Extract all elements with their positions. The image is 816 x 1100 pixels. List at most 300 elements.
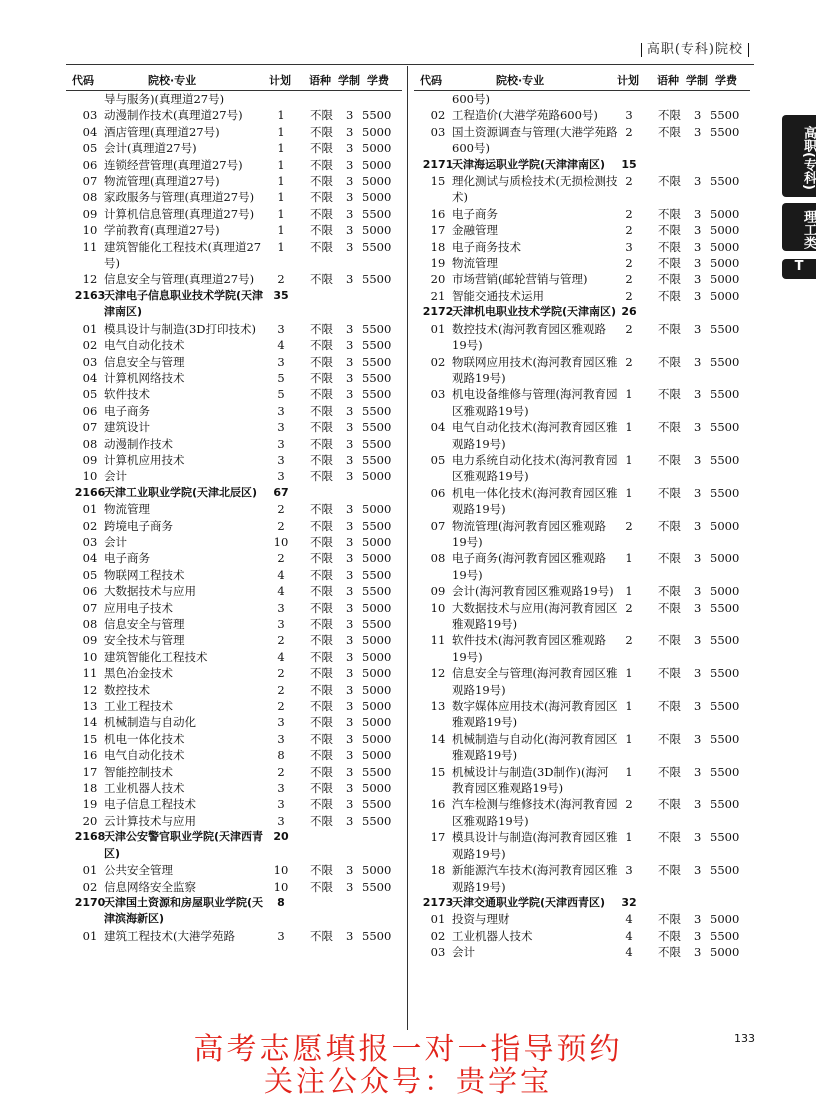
plan-count: 2 xyxy=(277,666,285,681)
language: 不限 xyxy=(658,699,681,714)
years: 3 xyxy=(694,666,702,681)
language: 不限 xyxy=(658,518,681,533)
language: 不限 xyxy=(310,321,333,336)
table-row xyxy=(66,665,402,681)
years: 3 xyxy=(346,157,354,172)
plan-count: 1 xyxy=(277,141,285,156)
table-row xyxy=(414,222,750,238)
table-row xyxy=(414,107,750,123)
language: 不限 xyxy=(310,567,333,582)
major-code: 05 xyxy=(82,141,98,156)
years: 3 xyxy=(694,945,702,960)
major-name: 计算机网络技术 xyxy=(104,370,185,385)
major-code: 16 xyxy=(430,797,446,812)
table-row xyxy=(414,731,750,764)
major-code: 20 xyxy=(82,813,98,828)
language: 不限 xyxy=(658,206,681,221)
plan-count: 15 xyxy=(621,157,637,171)
plan-count: 1 xyxy=(277,108,285,123)
major-code: 01 xyxy=(82,502,98,517)
major-name: 物联网工程技术 xyxy=(104,567,185,582)
major-name: 模具设计与制造(海河教育园区雅观路19号) xyxy=(452,830,618,861)
table-row xyxy=(414,600,750,633)
language: 不限 xyxy=(658,633,681,648)
header-rule xyxy=(66,64,754,65)
years: 3 xyxy=(346,206,354,221)
major-code: 02 xyxy=(82,338,98,353)
table-row xyxy=(66,600,402,616)
years: 3 xyxy=(346,420,354,435)
tuition-fee: 5000 xyxy=(710,551,740,566)
major-code: 18 xyxy=(430,239,446,254)
major-name: 数字媒体应用技术(海河教育园区雅观路19号) xyxy=(452,699,618,730)
language: 不限 xyxy=(658,912,681,927)
years: 3 xyxy=(694,420,702,435)
major-code: 15 xyxy=(430,174,446,189)
tuition-fee: 5000 xyxy=(710,945,740,960)
language: 不限 xyxy=(658,321,681,336)
plan-count: 1 xyxy=(277,190,285,205)
major-code: 05 xyxy=(82,567,98,582)
language: 不限 xyxy=(310,108,333,123)
major-code: 11 xyxy=(82,239,98,254)
language: 不限 xyxy=(310,584,333,599)
major-name: 国土资源调查与管理(大港学苑路600号) xyxy=(452,124,618,156)
plan-count: 10 xyxy=(273,534,289,549)
major-code: 10 xyxy=(82,223,98,238)
major-code: 12 xyxy=(82,272,98,287)
tuition-fee: 5000 xyxy=(362,124,392,139)
table-row xyxy=(66,452,402,468)
major-code: 04 xyxy=(82,370,98,385)
major-name: 工业工程技术 xyxy=(104,699,173,714)
plan-count: 1 xyxy=(625,551,633,566)
plan-count: 1 xyxy=(277,174,285,189)
school-name: 天津国土资源和房屋职业学院(天津滨海新区) xyxy=(104,895,264,926)
language: 不限 xyxy=(658,124,681,139)
tuition-fee: 5500 xyxy=(362,387,392,402)
plan-count: 1 xyxy=(277,239,285,254)
years: 3 xyxy=(694,223,702,238)
tuition-fee: 5500 xyxy=(362,764,392,779)
table-row xyxy=(66,731,402,747)
tab-vocational[interactable]: 高职(专科) xyxy=(782,115,816,197)
tuition-fee: 5000 xyxy=(362,666,392,681)
table-row xyxy=(66,649,402,665)
major-code: 08 xyxy=(82,617,98,631)
major-name: 应用电子技术 xyxy=(104,600,173,615)
table-row xyxy=(66,206,402,222)
major-code: 16 xyxy=(430,206,446,221)
plan-count: 3 xyxy=(277,321,285,336)
major-name: 智能控制技术 xyxy=(104,764,173,779)
tuition-fee: 5500 xyxy=(362,617,392,631)
major-code: 01 xyxy=(82,863,98,878)
years: 3 xyxy=(694,174,702,189)
plan-count: 3 xyxy=(277,436,285,451)
years: 3 xyxy=(694,124,702,139)
language: 不限 xyxy=(310,813,333,828)
tuition-fee: 5000 xyxy=(710,584,740,599)
language: 不限 xyxy=(658,452,681,467)
table-row xyxy=(66,189,402,205)
school-name: 天津海运职业学院(天津津南区) xyxy=(452,157,606,171)
language: 不限 xyxy=(310,797,333,812)
major-code: 06 xyxy=(82,403,98,418)
years: 3 xyxy=(346,190,354,205)
school-row xyxy=(414,304,750,320)
years: 3 xyxy=(346,928,354,943)
table-row xyxy=(66,173,402,189)
tuition-fee: 5500 xyxy=(710,731,740,746)
major-name: 家政服务与管理(真理道27号) xyxy=(104,190,255,205)
plan-count: 2 xyxy=(625,288,633,303)
major-name: 会计(真理道27号) xyxy=(104,141,197,156)
table-row xyxy=(414,764,750,797)
plan-count: 3 xyxy=(277,715,285,730)
tuition-fee: 5500 xyxy=(362,584,392,599)
table-row xyxy=(414,550,750,583)
years: 3 xyxy=(346,272,354,287)
major-code: 06 xyxy=(82,584,98,599)
major-name: 信息安全与管理(海河教育园区雅观路19号) xyxy=(452,666,618,697)
years: 3 xyxy=(694,764,702,779)
major-name: 建筑工程技术(大港学苑路 xyxy=(104,928,235,943)
language: 不限 xyxy=(310,387,333,402)
years: 3 xyxy=(694,354,702,369)
language: 不限 xyxy=(310,174,333,189)
language: 不限 xyxy=(310,764,333,779)
major-name: 智能交通技术运用 xyxy=(452,288,544,303)
years: 3 xyxy=(346,338,354,353)
tuition-fee: 5000 xyxy=(362,190,392,205)
plan-count: 4 xyxy=(277,584,285,599)
tuition-fee: 5000 xyxy=(362,174,392,189)
table-row xyxy=(66,140,402,156)
tuition-fee: 5000 xyxy=(710,912,740,927)
language: 不限 xyxy=(310,157,333,172)
major-name: 建筑智能化工程技术(真理道27号) xyxy=(104,239,262,271)
page-header xyxy=(636,38,754,57)
table-row xyxy=(414,928,750,944)
major-name: 汽车检测与维修技术(海河教育园区雅观路19号) xyxy=(452,797,618,828)
plan-count: 1 xyxy=(625,731,633,746)
header-years: 学制 xyxy=(686,74,708,87)
table-row xyxy=(414,698,750,731)
table-row xyxy=(66,370,402,386)
tuition-fee: 5500 xyxy=(362,797,392,812)
tab-t[interactable]: T xyxy=(782,259,816,279)
language: 不限 xyxy=(310,223,333,238)
major-name: 物联网应用技术(海河教育园区雅观路19号) xyxy=(452,354,618,385)
major-code: 04 xyxy=(82,551,98,566)
table-row xyxy=(66,107,402,123)
major-name: 电子商务 xyxy=(104,403,150,418)
major-code: 11 xyxy=(430,633,446,648)
language: 不限 xyxy=(310,420,333,435)
header-lang: 语种 xyxy=(657,74,679,87)
major-code: 03 xyxy=(430,124,446,139)
major-name: 机械设计与制造(3D制作)(海河教育园区雅观路19号) xyxy=(452,764,609,796)
major-code: 03 xyxy=(430,945,446,960)
major-name: 黑色冶金技术 xyxy=(104,666,173,681)
years: 3 xyxy=(694,600,702,615)
plan-count: 4 xyxy=(277,567,285,582)
years: 3 xyxy=(346,141,354,156)
major-code: 12 xyxy=(82,682,98,697)
major-code: 17 xyxy=(430,830,446,845)
major-name: 软件技术(海河教育园区雅观路19号) xyxy=(452,633,606,664)
tuition-fee: 5500 xyxy=(710,420,740,435)
language: 不限 xyxy=(310,338,333,353)
table-row xyxy=(414,485,750,518)
tab-science[interactable]: 理工类 xyxy=(782,203,816,251)
table-header-left xyxy=(66,66,402,91)
table-row xyxy=(66,337,402,353)
major-code: 19 xyxy=(82,797,98,812)
plan-count: 5 xyxy=(277,387,285,402)
language: 不限 xyxy=(658,731,681,746)
major-name: 动漫制作技术(真理道27号) xyxy=(104,108,243,123)
tuition-fee: 5500 xyxy=(362,452,392,467)
plan-count: 3 xyxy=(277,617,285,631)
years: 3 xyxy=(346,781,354,796)
years: 3 xyxy=(346,469,354,484)
plan-count: 1 xyxy=(277,124,285,139)
major-code: 09 xyxy=(82,633,98,648)
plan-count: 3 xyxy=(625,108,633,123)
major-code: 14 xyxy=(430,731,446,746)
major-code: 08 xyxy=(82,436,98,451)
major-code: 15 xyxy=(82,731,98,746)
years: 3 xyxy=(694,731,702,746)
plan-count: 2 xyxy=(277,502,285,517)
table-row xyxy=(66,222,402,238)
major-code: 17 xyxy=(82,764,98,779)
major-name: 学前教育(真理道27号) xyxy=(104,223,220,238)
plan-count: 2 xyxy=(277,551,285,566)
table-row xyxy=(66,632,402,648)
language: 不限 xyxy=(658,288,681,303)
plan-count: 3 xyxy=(625,863,633,878)
language: 不限 xyxy=(658,420,681,435)
major-name: 工业机器人技术 xyxy=(452,928,533,943)
plan-count: 2 xyxy=(625,124,633,139)
major-code: 06 xyxy=(430,485,446,500)
school-name: 天津机电职业技术学院(天津南区) xyxy=(452,305,617,319)
major-code: 09 xyxy=(82,452,98,467)
table-row xyxy=(414,862,750,895)
table-row xyxy=(414,632,750,665)
major-name: 信息安全与管理 xyxy=(104,617,185,631)
tuition-fee: 5000 xyxy=(710,223,740,238)
language: 不限 xyxy=(310,452,333,467)
years: 3 xyxy=(346,239,354,254)
language: 不限 xyxy=(658,239,681,254)
years: 3 xyxy=(346,354,354,369)
tuition-fee: 5000 xyxy=(362,731,392,746)
tuition-fee: 5500 xyxy=(362,239,392,254)
major-code: 01 xyxy=(82,321,98,336)
years: 3 xyxy=(346,797,354,812)
tuition-fee: 5000 xyxy=(362,781,392,796)
years: 3 xyxy=(346,108,354,123)
language: 不限 xyxy=(310,863,333,878)
table-row xyxy=(66,271,402,287)
major-code: 17 xyxy=(430,223,446,238)
major-name: 机电设备维修与管理(海河教育园区雅观路19号) xyxy=(452,387,618,418)
language: 不限 xyxy=(310,518,333,533)
major-name: 连锁经营管理(真理道27号) xyxy=(104,157,243,172)
major-code: 08 xyxy=(82,190,98,205)
plan-count: 8 xyxy=(277,748,285,763)
plan-count: 3 xyxy=(277,928,285,943)
plan-count: 2 xyxy=(625,223,633,238)
tuition-fee: 5500 xyxy=(362,108,392,123)
plan-count: 4 xyxy=(625,912,633,927)
tuition-fee: 5500 xyxy=(362,272,392,287)
plan-count: 4 xyxy=(625,928,633,943)
language: 不限 xyxy=(658,863,681,878)
language: 不限 xyxy=(658,551,681,566)
tuition-fee: 5500 xyxy=(710,830,740,845)
major-name: 跨境电子商务 xyxy=(104,518,173,533)
header-fee: 学费 xyxy=(367,74,389,87)
school-code: 2170 xyxy=(74,895,106,909)
tuition-fee: 5000 xyxy=(362,682,392,697)
years: 3 xyxy=(346,567,354,582)
school-row xyxy=(66,829,402,862)
school-name: 天津公安警官职业学院(天津西青区) xyxy=(104,830,264,860)
school-code: 2168 xyxy=(74,830,106,844)
plan-count: 2 xyxy=(625,600,633,615)
major-name: 电气自动化技术(海河教育园区雅观路19号) xyxy=(452,420,618,451)
language: 不限 xyxy=(658,354,681,369)
major-code: 01 xyxy=(430,321,446,336)
major-name: 信息安全与管理(真理道27号) xyxy=(104,272,255,287)
table-row xyxy=(414,452,750,485)
language: 不限 xyxy=(310,748,333,763)
major-code: 07 xyxy=(82,420,98,435)
major-name: 电力系统自动化技术(海河教育园区雅观路19号) xyxy=(452,452,618,484)
major-name: 会计 xyxy=(104,534,127,549)
school-name: 天津交通职业学院(天津西青区) xyxy=(452,895,606,909)
major-code: 10 xyxy=(82,649,98,664)
table-row xyxy=(414,911,750,927)
major-code: 02 xyxy=(82,879,98,894)
major-name: 大数据技术与应用(海河教育园区雅观路19号) xyxy=(452,600,618,631)
major-name: 信息网络安全监察 xyxy=(104,879,196,894)
plan-count: 1 xyxy=(625,485,633,500)
plan-count: 2 xyxy=(277,518,285,533)
years: 3 xyxy=(346,600,354,615)
header-plan: 计划 xyxy=(617,74,639,87)
table-row xyxy=(66,813,402,829)
school-code: 2163 xyxy=(74,288,106,302)
table-row xyxy=(66,764,402,780)
table-row xyxy=(66,354,402,370)
tuition-fee: 5500 xyxy=(362,206,392,221)
plan-count: 32 xyxy=(621,895,637,909)
tuition-fee: 5000 xyxy=(362,699,392,714)
plan-count: 3 xyxy=(625,239,633,254)
plan-count: 1 xyxy=(625,830,633,845)
major-code: 01 xyxy=(430,912,446,927)
major-code: 11 xyxy=(82,666,98,681)
major-code: 10 xyxy=(82,469,98,484)
tuition-fee: 5500 xyxy=(362,436,392,451)
major-name: 计算机信息管理(真理道27号) xyxy=(104,206,255,221)
years: 3 xyxy=(346,863,354,878)
years: 3 xyxy=(346,764,354,779)
school-code: 2166 xyxy=(74,485,106,499)
table-row xyxy=(66,321,402,337)
major-code: 05 xyxy=(430,452,446,467)
tuition-fee: 5000 xyxy=(710,239,740,254)
language: 不限 xyxy=(310,124,333,139)
years: 3 xyxy=(346,551,354,566)
table-row xyxy=(66,698,402,714)
table-row xyxy=(414,829,750,862)
table-row xyxy=(66,780,402,796)
plan-count: 1 xyxy=(625,699,633,714)
table-header-right xyxy=(414,66,750,91)
language: 不限 xyxy=(310,617,333,631)
school-name: 天津工业职业学院(天津北辰区) xyxy=(104,485,258,499)
major-code: 21 xyxy=(430,288,446,303)
major-name: 电子信息工程技术 xyxy=(104,797,196,812)
school-row xyxy=(414,157,750,173)
major-name: 电气自动化技术 xyxy=(104,338,185,353)
major-name: 新能源汽车技术(海河教育园区雅观路19号) xyxy=(452,863,618,894)
plan-count: 4 xyxy=(277,338,285,353)
major-code: 10 xyxy=(430,600,446,615)
years: 3 xyxy=(694,863,702,878)
language: 不限 xyxy=(310,502,333,517)
tuition-fee: 5000 xyxy=(362,863,392,878)
years: 3 xyxy=(346,223,354,238)
school-name: 天津电子信息职业技术学院(天津津南区) xyxy=(104,288,264,319)
school-row xyxy=(66,485,402,501)
major-code: 07 xyxy=(82,600,98,615)
table-row xyxy=(414,419,750,452)
tuition-fee: 5000 xyxy=(362,141,392,156)
years: 3 xyxy=(346,436,354,451)
tuition-fee: 5000 xyxy=(710,272,740,287)
years: 3 xyxy=(346,748,354,763)
years: 3 xyxy=(694,928,702,943)
header-school: 院校·专业 xyxy=(496,74,545,87)
table-row xyxy=(66,747,402,763)
language: 不限 xyxy=(658,584,681,599)
major-code: 19 xyxy=(430,256,446,271)
language: 不限 xyxy=(310,206,333,221)
tuition-fee: 5000 xyxy=(362,715,392,730)
tuition-fee: 5500 xyxy=(362,354,392,369)
major-code: 15 xyxy=(430,764,446,779)
table-row xyxy=(66,714,402,730)
table-row xyxy=(66,518,402,534)
major-code: 02 xyxy=(82,518,98,533)
years: 3 xyxy=(694,239,702,254)
table-row xyxy=(66,583,402,599)
plan-count: 26 xyxy=(621,305,637,319)
major-name: 理化测试与质检技术(无损检测技术) xyxy=(452,174,618,205)
table-row xyxy=(414,239,750,255)
school-code: 2172 xyxy=(422,305,454,319)
major-name: 导与服务)(真理道27号) xyxy=(104,92,225,106)
school-code: 2173 xyxy=(422,895,454,909)
